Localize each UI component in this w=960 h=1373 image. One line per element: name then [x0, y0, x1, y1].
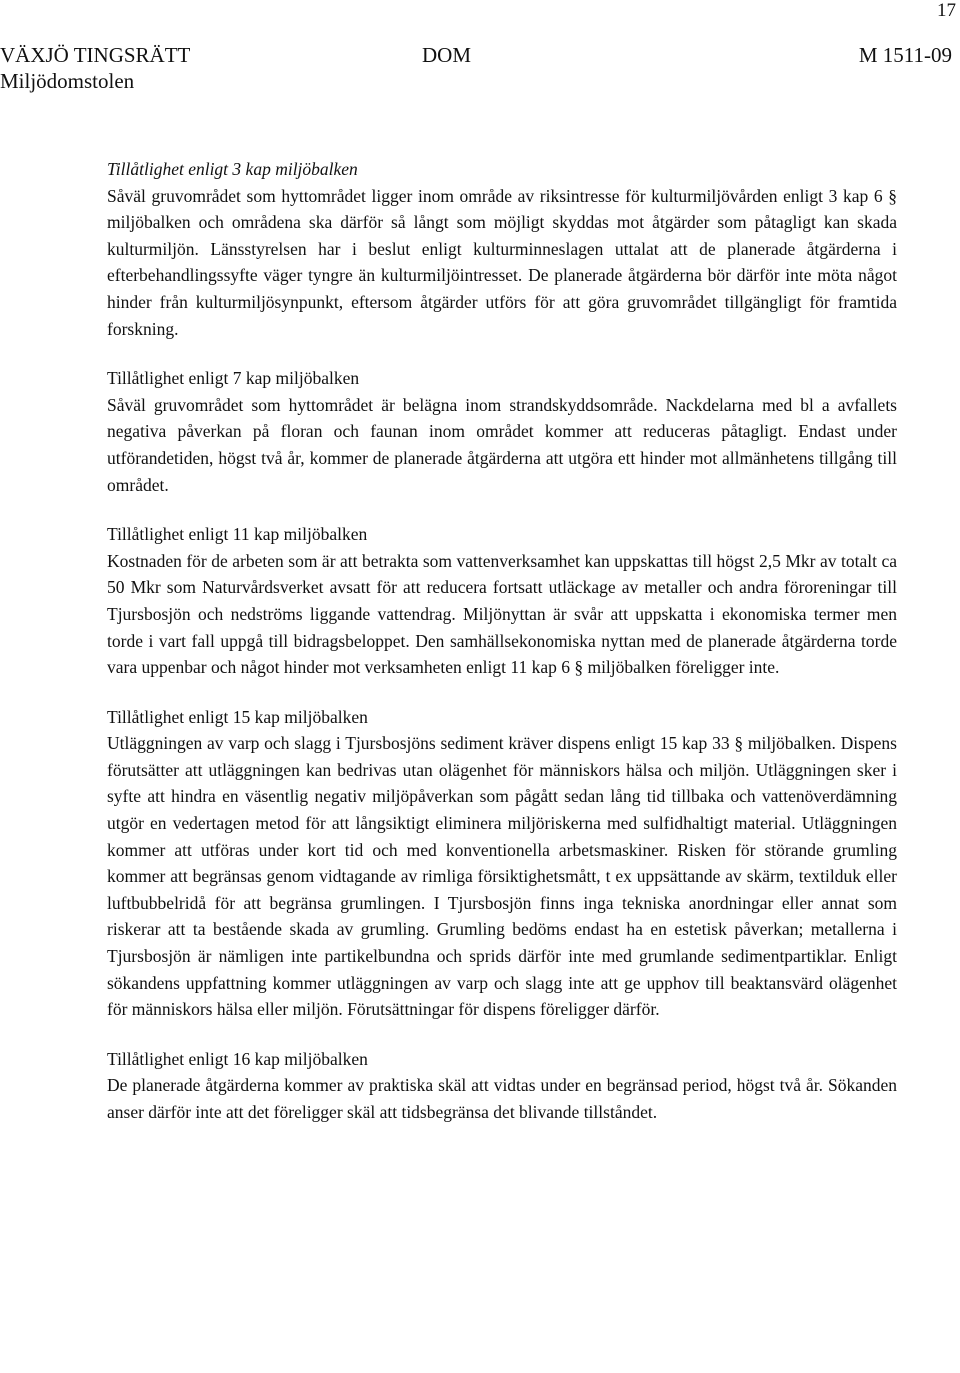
section-chapter-3 [107, 156, 897, 342]
section-heading: Tillåtlighet enligt 7 kap miljöbalken [107, 368, 360, 389]
case-number: M 1511-09 [858, 43, 952, 67]
section-chapter-7 [107, 365, 897, 498]
page-number: 17 [937, 0, 956, 21]
section-paragraph: Såväl gruvområdet som hyttområdet är belägna inom strandskyddsområde. Nackdelarna med bl a avfallets negativa påverkan på floran och faunan inom området kommer att reduceras påtagligt. Endast under utförandetiden, högst två år, kommer de planerade åtgärderna att utgöra ett hinder mot allmänhetens tillgång till området. [107, 394, 897, 495]
section-heading: Tillåtlighet enligt 11 kap miljöbalken [107, 524, 368, 545]
document-type: DOM [422, 43, 472, 67]
section-heading: Tillåtlighet enligt 15 kap miljöbalken [107, 706, 368, 727]
section-chapter-15 [107, 704, 897, 1023]
section-paragraph: De planerade åtgärderna kommer av praktiska skäl att vidtas under en begränsad period, högst två år. Sökanden anser därför inte att det föreligger skäl att tidsbegränsa det blivande tillståndet. [107, 1075, 897, 1122]
section-paragraph: Kostnaden för de arbeten som är att betrakta som vattenverksamhet kan uppskattas till högst 2,5 Mkr av totalt ca 50 Mkr som Naturvårdsverket avsatt för att reducera fortsatt utläckage av metaller och andra föroreningar till Tjursbosjön och nedströms liggande vattendrag. Miljönyttan är svår att uppskatta i ekonomiska termer men torde i vart fall uppgå till bidragsbeloppet. Den samhällsekonomiska nyttan med de planerade åtgärderna torde vara uppenbar och något hinder mot verksamheten enligt 11 kap 6 § miljöbalken föreligger inte. [107, 550, 897, 678]
section-chapter-16 [107, 1046, 897, 1126]
section-paragraph: Såväl gruvområdet som hyttområdet ligger inom område av riksintresse för kulturmiljövården enligt 3 kap 6 § miljöbalken och områdena ska därför så långt som möjligt skyddas mot åtgärder som påtagligt kan skada kulturmiljön. Länsstyrelsen har i beslut enligt kulturminneslagen uttalat att de planerade åtgärderna i efterbehandlingssyfte väger tyngre än kulturmiljöintresset. De planerade åtgärderna bör därför inte möta något hinder från kulturmiljösynpunkt, eftersom åtgärder utförs för att göra gruvområdet tillgängligt för framtida forskning. [107, 185, 897, 339]
document-header [0, 42, 960, 96]
section-chapter-11 [107, 521, 897, 681]
document-body [107, 156, 897, 1149]
section-heading: Tillåtlighet enligt 3 kap miljöbalken [107, 159, 358, 179]
court-name: VÄXJÖ TINGSRÄTT [0, 43, 191, 67]
section-heading: Tillåtlighet enligt 16 kap miljöbalken [107, 1048, 368, 1069]
court-division: Miljödomstolen [0, 69, 135, 93]
section-paragraph: Utläggningen av varp och slagg i Tjursbosjöns sediment kräver dispens enligt 15 kap 33 § miljöbalken. Dispens förutsätter att utläggningen kan bedrivas utan olägenhet för människors hälsa och miljön. Utläggningen sker i syfte att hindra en väsentlig negativ miljöpåverkan som pågått sedan lång tid tillbaka och vattenöverdämning utgör en vedertagen metod för att långsiktigt eliminera miljöriskerna med sulfidhaltigt material. Utläggningen kommer att utföras under kort tid och med konventionella arbetsmaskiner. Risken för störande grumling kommer att begränsas genom vidtagande av rimliga försiktighetsmått, t ex uppsättande av skärm, textilduk eller luftbubbelridå för att begränsa grumlingen. I Tjursbosjön finns inga tekniska anordningar eller annat som riskerar att ta bestående skada av grumling. Grumling bedöms endast ha en estetisk påverkan; metallerna i Tjursbosjön är nämligen inte partikelbundna och sprids därför inte med grumlande sedimentpartiklar. Enligt sökandens uppfattning kommer utläggningen av varp och slagg inte att ge upphov till beaktansvärd olägenhet för människors hälsa eller miljön. Förutsättningar för dispens föreligger därför. [107, 733, 897, 1020]
